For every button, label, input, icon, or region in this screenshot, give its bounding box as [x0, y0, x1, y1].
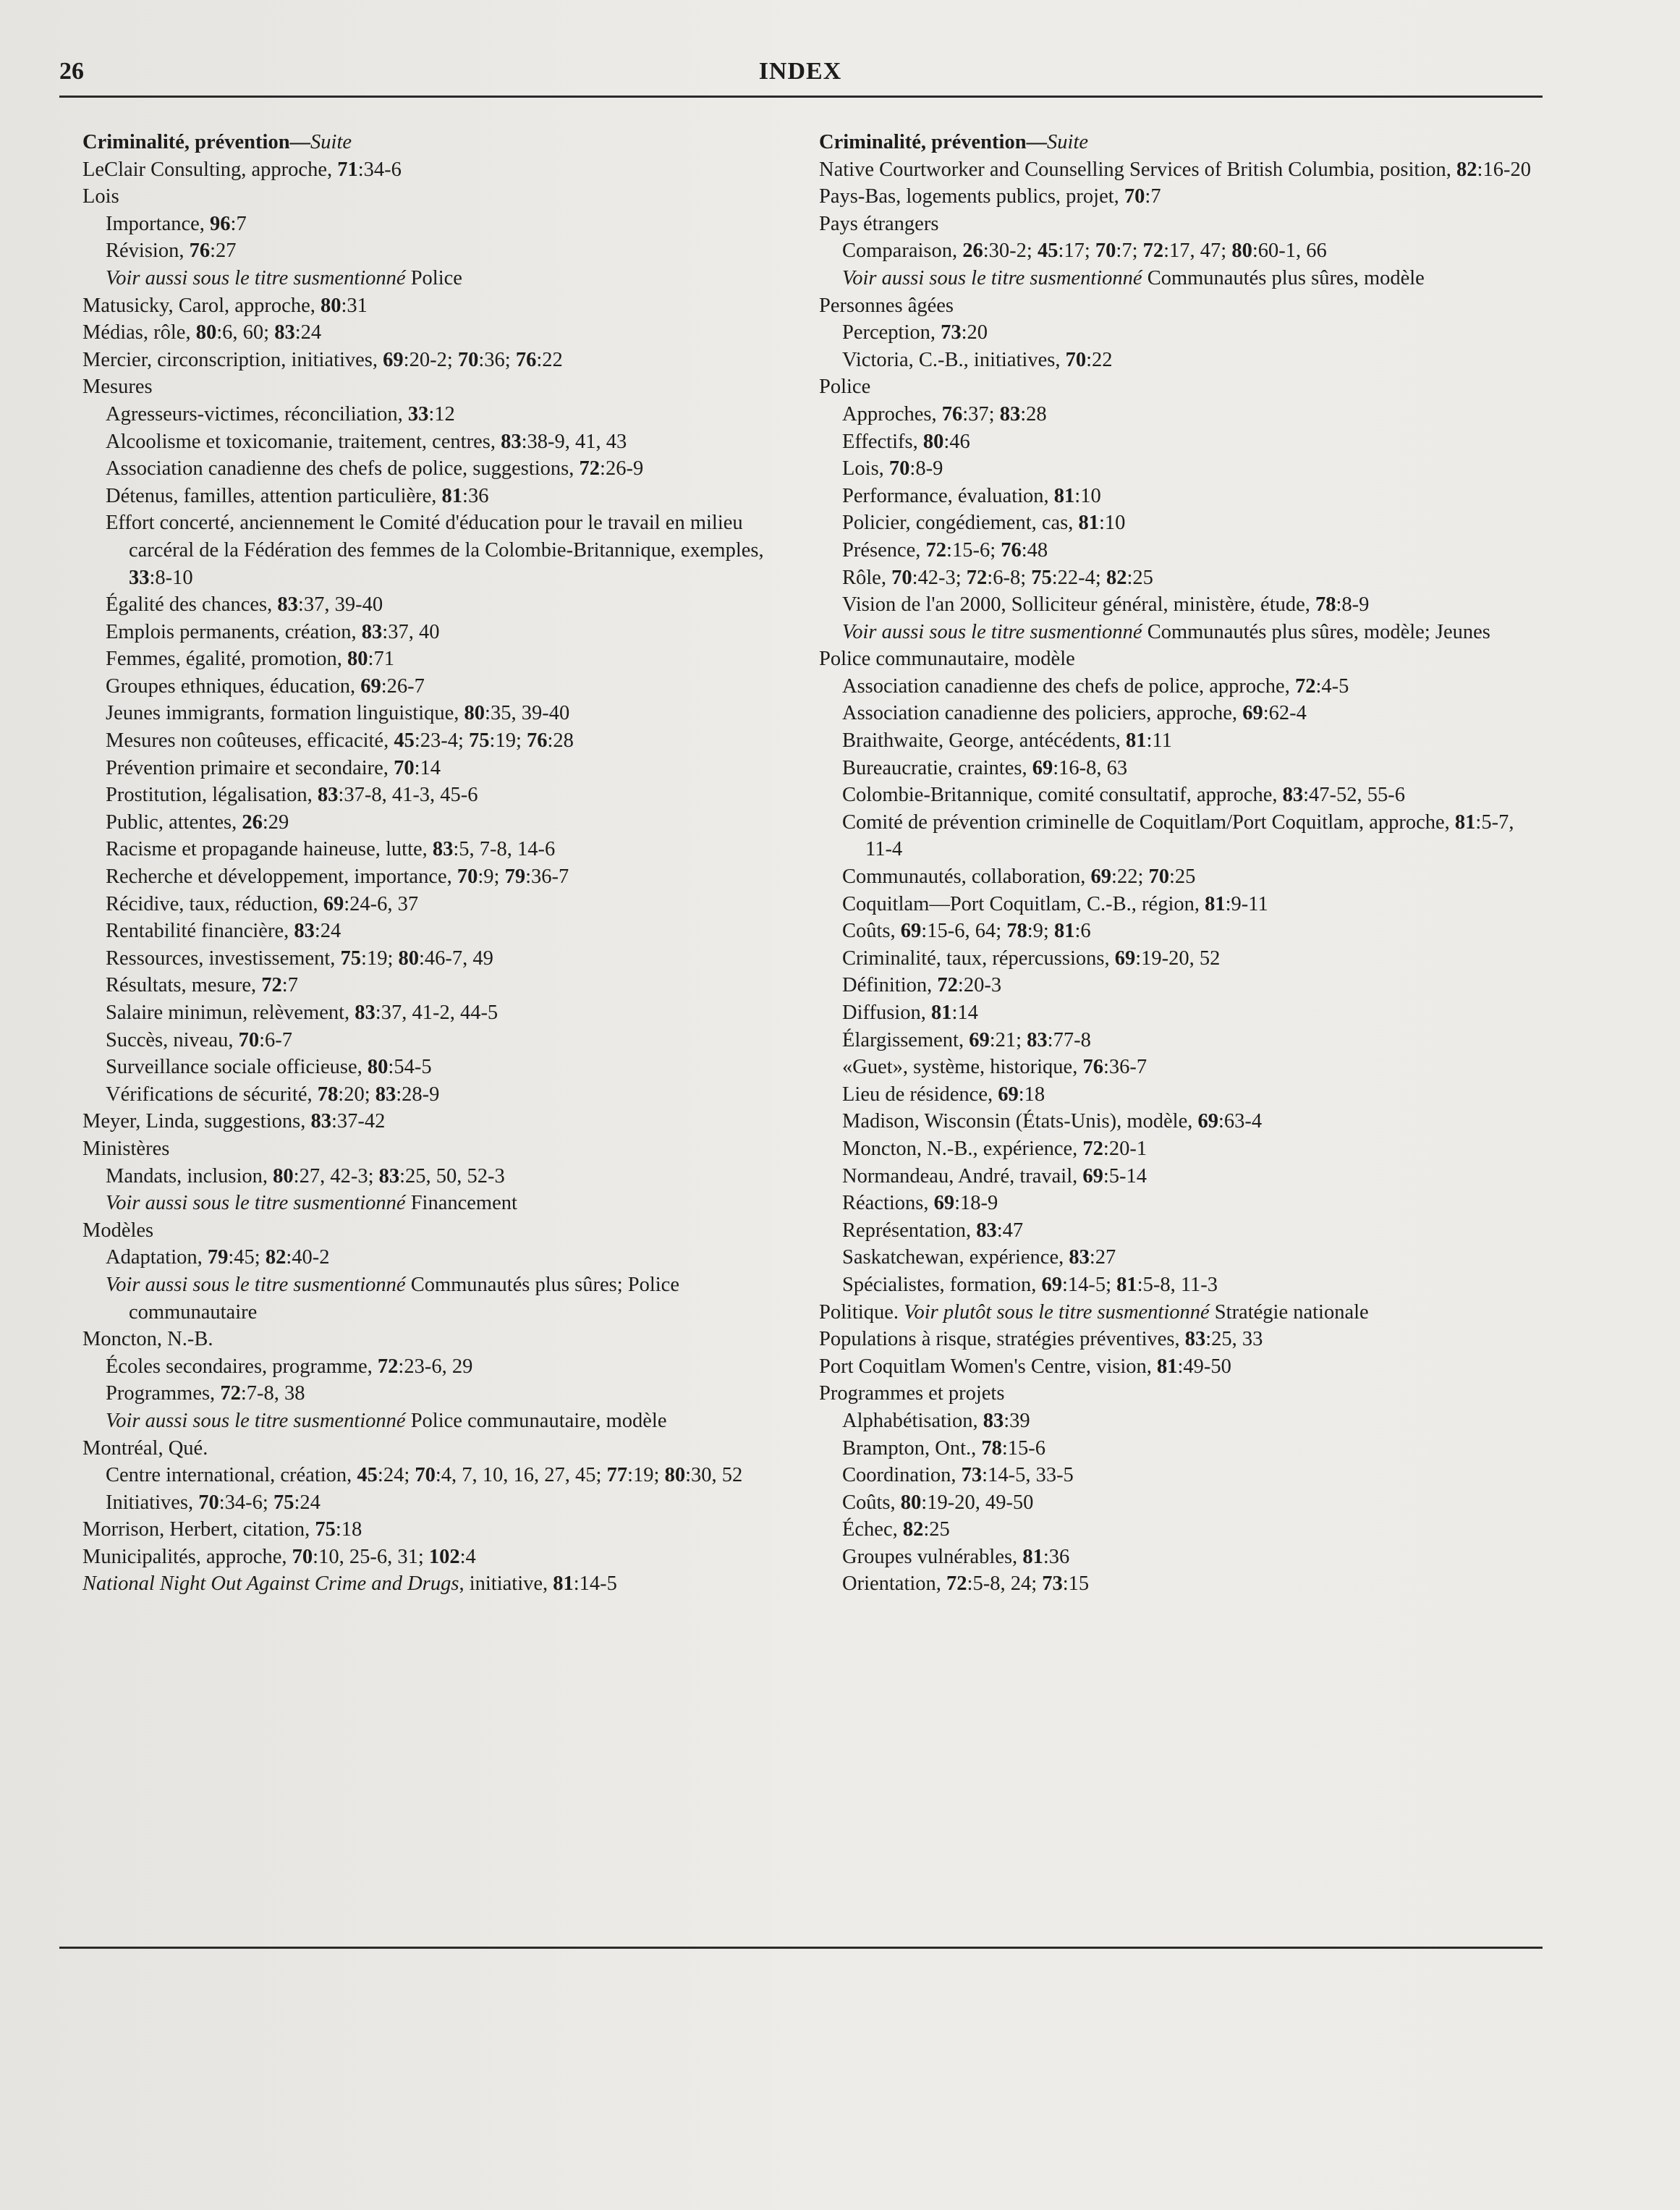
entry-prefix: Politique.	[819, 1300, 904, 1324]
see-reference: Voir aussi sous le titre susmentionné	[106, 1409, 406, 1432]
entry-text: Communautés, collaboration, 69:22; 70:25	[842, 865, 1196, 889]
index-subentry	[819, 1190, 1543, 1217]
entry-text: Brampton, Ont., 78:15-6	[842, 1436, 1046, 1460]
entry-text: Rôle, 70:42-3; 72:6-8; 75:22-4; 82:25	[842, 566, 1153, 589]
index-entry	[819, 1299, 1543, 1326]
entry-text: Mandats, inclusion, 80:27, 42-3; 83:25, 50, 52-3	[106, 1164, 505, 1187]
index-entry	[819, 292, 1543, 320]
entry-text: Approches, 76:37; 83:28	[842, 402, 1047, 426]
see-reference: Voir plutôt sous le titre susmentionné	[904, 1300, 1210, 1324]
footer-rule	[59, 1947, 1543, 1949]
entry-text: Femmes, égalité, promotion, 80:71	[106, 648, 394, 671]
entry-text: Médias, rôle, 80:6, 60; 83:24	[82, 321, 322, 344]
index-subentry	[82, 645, 806, 673]
entry-text: Alcoolisme et toxicomanie, traitement, centres, 83:38-9, 41, 43	[106, 430, 627, 453]
entry-text: Alphabétisation, 83:39	[842, 1409, 1030, 1432]
entry-text: Saskatchewan, expérience, 83:27	[842, 1246, 1116, 1269]
heading-term: Criminalité, prévention—	[82, 131, 311, 153]
entry-text: Personnes âgées	[819, 294, 954, 317]
entry-text: Lois, 70:8-9	[842, 457, 943, 480]
entry-text: Initiatives, 70:34-6; 75:24	[106, 1491, 321, 1514]
entry-text: Emplois permanents, création, 83:37, 40	[106, 620, 440, 643]
entry-text: Colombie-Britannique, comité consultatif, approche, 83:47-52, 55-6	[842, 784, 1406, 807]
entry-text: Mercier, circonscription, initiatives, 69:20-2; 70:36; 76:22	[82, 348, 563, 371]
index-subentry	[819, 891, 1543, 918]
index-entry	[82, 292, 806, 320]
index-subentry	[82, 619, 806, 646]
index-entry	[819, 373, 1543, 401]
entry-italic-title: National Night Out Against Crime and Drugs	[82, 1572, 459, 1596]
entry-text: Lieu de résidence, 69:18	[842, 1083, 1045, 1106]
heading-suite: Suite	[310, 131, 352, 153]
entry-text: Ressources, investissement, 75:19; 80:46-7, 49	[106, 947, 493, 970]
entry-text: Association canadienne des chefs de police, approche, 72:4-5	[842, 674, 1349, 698]
entry-text: Vision de l'an 2000, Solliciteur général, ministère, étude, 78:8-9	[842, 593, 1370, 617]
entry-text: Policier, congédiement, cas, 81:10	[842, 512, 1126, 535]
index-subentry	[819, 1462, 1543, 1489]
entry-text: Diffusion, 81:14	[842, 1002, 978, 1024]
index-subentry	[82, 999, 806, 1027]
index-subentry	[819, 509, 1543, 537]
index-subentry	[819, 1407, 1543, 1435]
index-subentry	[819, 809, 1543, 863]
entry-text: Meyer, Linda, suggestions, 83:37-42	[82, 1110, 386, 1133]
index-subentry	[82, 1190, 806, 1217]
entry-text: Pays-Bas, logements publics, projet, 70:7	[819, 185, 1161, 208]
index-subentry	[819, 483, 1543, 510]
entry-text: Morrison, Herbert, citation, 75:18	[82, 1518, 362, 1541]
entry-text: Groupes vulnérables, 81:36	[842, 1545, 1070, 1568]
index-subentry	[819, 1027, 1543, 1054]
entry-text: Municipalités, approche, 70:10, 25-6, 31; 102:4	[82, 1545, 476, 1568]
index-subentry	[82, 700, 806, 727]
index-subentry	[82, 1353, 806, 1381]
index-entry	[82, 156, 806, 184]
entry-text: Orientation, 72:5-8, 24; 73:15	[842, 1572, 1090, 1596]
index-subentry	[82, 863, 806, 891]
entry-text: Communautés plus sûres, modèle	[1142, 266, 1425, 289]
index-subentry	[82, 401, 806, 428]
entry-text: Performance, évaluation, 81:10	[842, 484, 1101, 507]
entry-text: Prévention primaire et secondaire, 70:14	[106, 756, 441, 779]
page-header	[59, 55, 1541, 98]
entry-text: Récidive, taux, réduction, 69:24-6, 37	[106, 892, 419, 915]
entry-text: Échec, 82:25	[842, 1518, 950, 1541]
index-subentry	[82, 727, 806, 755]
running-head: INDEX	[758, 58, 842, 85]
index-entry	[819, 1326, 1543, 1353]
index-subentry	[819, 1516, 1543, 1544]
index-entry	[819, 1380, 1543, 1407]
entry-text: Jeunes immigrants, formation linguistique, 80:35, 39-40	[106, 702, 570, 725]
entry-text: Normandeau, André, travail, 69:5-14	[842, 1164, 1147, 1187]
entry-text: Surveillance sociale officieuse, 80:54-5	[106, 1056, 432, 1079]
entry-text: Mesures	[82, 376, 153, 399]
entry-text: Programmes et projets	[819, 1382, 1005, 1405]
index-subentry	[82, 1407, 806, 1435]
index-entry	[819, 645, 1543, 673]
entry-text: Lois	[82, 185, 119, 208]
index-subentry	[819, 727, 1543, 755]
entry-text: Importance, 96:7	[106, 212, 247, 235]
entry-text: Prostitution, légalisation, 83:37-8, 41-3, 45-6	[106, 784, 478, 807]
entry-text: Réactions, 69:18-9	[842, 1192, 998, 1215]
header-rule	[59, 96, 1543, 98]
entry-text: Braithwaite, George, antécédents, 81:11	[842, 729, 1172, 753]
index-entry	[819, 156, 1543, 184]
entry-text: Définition, 72:20-3	[842, 974, 1002, 997]
entry-text: , initiative, 81:14-5	[459, 1572, 617, 1596]
index-subentry	[819, 1489, 1543, 1517]
entry-text: Coûts, 80:19-20, 49-50	[842, 1491, 1034, 1514]
index-entry	[82, 1435, 806, 1462]
index-subentry	[819, 591, 1543, 619]
entry-text: Présence, 72:15-6; 76:48	[842, 538, 1048, 562]
entry-text: Agresseurs-victimes, réconciliation, 33:12	[106, 402, 455, 426]
entry-text: Représentation, 83:47	[842, 1219, 1024, 1242]
index-subentry	[819, 1081, 1543, 1109]
index-subentry	[82, 918, 806, 945]
index-subentry	[82, 1462, 806, 1489]
index-entry	[82, 347, 806, 374]
index-subentry	[819, 673, 1543, 700]
index-subentry	[82, 211, 806, 238]
index-subentry	[82, 1380, 806, 1407]
index-subentry	[819, 755, 1543, 782]
entry-text: Salaire minimun, relèvement, 83:37, 41-2, 44-5	[106, 1002, 499, 1024]
index-subentry	[82, 1027, 806, 1054]
heading-suite: Suite	[1047, 131, 1089, 153]
see-reference: Voir aussi sous le titre susmentionné	[842, 620, 1142, 643]
entry-text: Ministères	[82, 1137, 170, 1160]
entry-text: Public, attentes, 26:29	[106, 810, 289, 834]
heading-term: Criminalité, prévention—	[819, 131, 1048, 153]
see-reference: Voir aussi sous le titre susmentionné	[842, 266, 1142, 289]
index-subentry	[819, 1244, 1543, 1271]
index-entry	[82, 1326, 806, 1353]
index-entry	[82, 1108, 806, 1135]
entry-text: Centre international, création, 45:24; 70:4, 7, 10, 16, 27, 45; 77:19; 80:30, 52	[106, 1464, 743, 1487]
index-subentry	[82, 1244, 806, 1271]
index-subentry	[82, 755, 806, 782]
entry-text: Coûts, 69:15-6, 64; 78:9; 81:6	[842, 920, 1091, 943]
index-entry	[819, 1353, 1543, 1381]
entry-text: Police	[819, 376, 871, 399]
entry-text: Financement	[405, 1192, 517, 1215]
index-subentry	[82, 1271, 806, 1326]
entry-text: Bureaucratie, craintes, 69:16-8, 63	[842, 756, 1128, 779]
index-entry	[82, 1570, 806, 1598]
index-subentry	[819, 700, 1543, 727]
index-subentry	[819, 918, 1543, 945]
entry-text: Police	[405, 266, 462, 289]
index-subentry	[819, 1570, 1543, 1598]
entry-text: Effectifs, 80:46	[842, 430, 970, 453]
index-entry	[82, 183, 806, 211]
index-subentry	[82, 591, 806, 619]
index-subentry	[82, 265, 806, 292]
entry-text: Succès, niveau, 70:6-7	[106, 1028, 293, 1051]
index-entry	[82, 1217, 806, 1245]
index-subentry	[82, 428, 806, 456]
entry-text: Comparaison, 26:30-2; 45:17; 70:7; 72:17, 47; 80:60-1, 66	[842, 240, 1327, 263]
entry-text: Madison, Wisconsin (États-Unis), modèle, 69:63-4	[842, 1110, 1263, 1133]
entry-text: Programmes, 72:7-8, 38	[106, 1382, 305, 1405]
index-subentry	[819, 455, 1543, 483]
index-subentry	[82, 809, 806, 837]
index-subentry	[82, 237, 806, 265]
entry-text: Police communautaire, modèle	[405, 1409, 667, 1432]
entry-text: Victoria, C.-B., initiatives, 70:22	[842, 348, 1113, 371]
entry-text: Résultats, mesure, 72:7	[106, 974, 298, 997]
see-reference: Voir aussi sous le titre susmentionné	[106, 1273, 406, 1296]
entry-text: Criminalité, taux, répercussions, 69:19-20, 52	[842, 947, 1221, 970]
entry-text: Montréal, Qué.	[82, 1436, 208, 1460]
entry-text: Adaptation, 79:45; 82:40-2	[106, 1246, 330, 1269]
index-entry	[819, 183, 1543, 211]
entry-text: Association canadienne des chefs de police, suggestions, 72:26-9	[106, 457, 644, 480]
entry-text: Écoles secondaires, programme, 72:23-6, 29	[106, 1355, 473, 1378]
entry-text: Modèles	[82, 1219, 154, 1242]
page-number: 26	[59, 58, 84, 85]
entry-text: Effort concerté, anciennement le Comité d'éducation pour le travail en milieu carcéral de la Fédération des femmes de la Colombie-Britannique, exemples, 33:8-10	[106, 512, 764, 589]
index-subentry	[819, 237, 1543, 265]
index-subentry	[82, 945, 806, 973]
index-subentry	[82, 455, 806, 483]
index-subentry	[82, 1054, 806, 1081]
index-subentry	[819, 319, 1543, 347]
index-subentry	[819, 1163, 1543, 1190]
index-entry	[82, 373, 806, 401]
index-entry	[82, 1135, 806, 1163]
entry-text: Pays étrangers	[819, 212, 939, 235]
index-subentry	[819, 1054, 1543, 1081]
index-subentry	[819, 1544, 1543, 1571]
index-subentry	[819, 972, 1543, 999]
entry-text: Matusicky, Carol, approche, 80:31	[82, 294, 368, 317]
index-subentry	[82, 782, 806, 809]
index-heading	[82, 129, 806, 156]
entry-text: Moncton, N.-B.	[82, 1328, 213, 1351]
entry-text: Rentabilité financière, 83:24	[106, 920, 341, 943]
index-subentry	[819, 537, 1543, 564]
entry-text: Mesures non coûteuses, efficacité, 45:23-4; 75:19; 76:28	[106, 729, 574, 753]
entry-text: Association canadienne des policiers, approche, 69:62-4	[842, 702, 1307, 725]
entry-text: LeClair Consulting, approche, 71:34-6	[82, 158, 402, 181]
index-column-left	[82, 129, 806, 1598]
entry-text: Révision, 76:27	[106, 240, 237, 263]
index-subentry	[819, 999, 1543, 1027]
entry-text: Vérifications de sécurité, 78:20; 83:28-9	[106, 1083, 440, 1106]
entry-text: Communautés plus sûres; Police communautaire	[129, 1273, 679, 1324]
entry-text: Détenus, familles, attention particulière, 81:36	[106, 484, 489, 507]
entry-text: Groupes ethniques, éducation, 69:26-7	[106, 674, 425, 698]
entry-text: «Guet», système, historique, 76:36-7	[842, 1056, 1147, 1079]
entry-text: Communautés plus sûres, modèle; Jeunes	[1142, 620, 1490, 643]
entry-text: Police communautaire, modèle	[819, 648, 1075, 671]
index-heading	[819, 129, 1543, 156]
index-subentry	[819, 1217, 1543, 1245]
index-subentry	[82, 673, 806, 700]
index-entry	[819, 211, 1543, 238]
entry-text: Perception, 73:20	[842, 321, 988, 344]
index-subentry	[819, 347, 1543, 374]
index-subentry	[82, 972, 806, 999]
index-subentry	[82, 836, 806, 863]
index-subentry	[819, 265, 1543, 292]
index-subentry	[819, 945, 1543, 973]
entry-text: Populations à risque, stratégies préventives, 83:25, 33	[819, 1328, 1263, 1351]
index-entry	[82, 319, 806, 347]
index-subentry	[819, 564, 1543, 592]
index-subentry	[819, 428, 1543, 456]
index-subentry	[82, 509, 806, 591]
index-subentry	[82, 483, 806, 510]
index-entry	[82, 1544, 806, 1571]
see-reference: Voir aussi sous le titre susmentionné	[106, 1192, 406, 1215]
index-subentry	[819, 1271, 1543, 1299]
entry-text: Recherche et développement, importance, 70:9; 79:36-7	[106, 865, 569, 889]
index-subentry	[819, 782, 1543, 809]
entry-text: Élargissement, 69:21; 83:77-8	[842, 1028, 1091, 1051]
entry-text: Comité de prévention criminelle de Coquitlam/Port Coquitlam, approche, 81:5-7, 11-4	[842, 810, 1514, 861]
entry-text: Port Coquitlam Women's Centre, vision, 81:49-50	[819, 1355, 1231, 1378]
entry-text: Coquitlam—Port Coquitlam, C.-B., région, 81:9-11	[842, 892, 1268, 915]
entry-text: Moncton, N.-B., expérience, 72:20-1	[842, 1137, 1147, 1160]
index-entry	[82, 1516, 806, 1544]
index-subentry	[819, 619, 1543, 646]
entry-text: Spécialistes, formation, 69:14-5; 81:5-8, 11-3	[842, 1273, 1218, 1296]
entry-text: Coordination, 73:14-5, 33-5	[842, 1464, 1074, 1487]
see-reference: Voir aussi sous le titre susmentionné	[106, 266, 406, 289]
index-subentry	[82, 1081, 806, 1109]
index-subentry	[819, 1135, 1543, 1163]
entry-text: Égalité des chances, 83:37, 39-40	[106, 593, 383, 617]
index-subentry	[82, 891, 806, 918]
index-column-right	[819, 129, 1543, 1598]
index-subentry	[82, 1489, 806, 1517]
entry-text: Native Courtworker and Counselling Services of British Columbia, position, 82:16-20	[819, 158, 1531, 181]
index-subentry	[819, 1435, 1543, 1462]
index-subentry	[819, 401, 1543, 428]
index-subentry	[819, 1108, 1543, 1135]
index-subentry	[82, 1163, 806, 1190]
entry-text: Stratégie nationale	[1209, 1300, 1369, 1324]
index-subentry	[819, 863, 1543, 891]
entry-text: Racisme et propagande haineuse, lutte, 83:5, 7-8, 14-6	[106, 838, 556, 861]
